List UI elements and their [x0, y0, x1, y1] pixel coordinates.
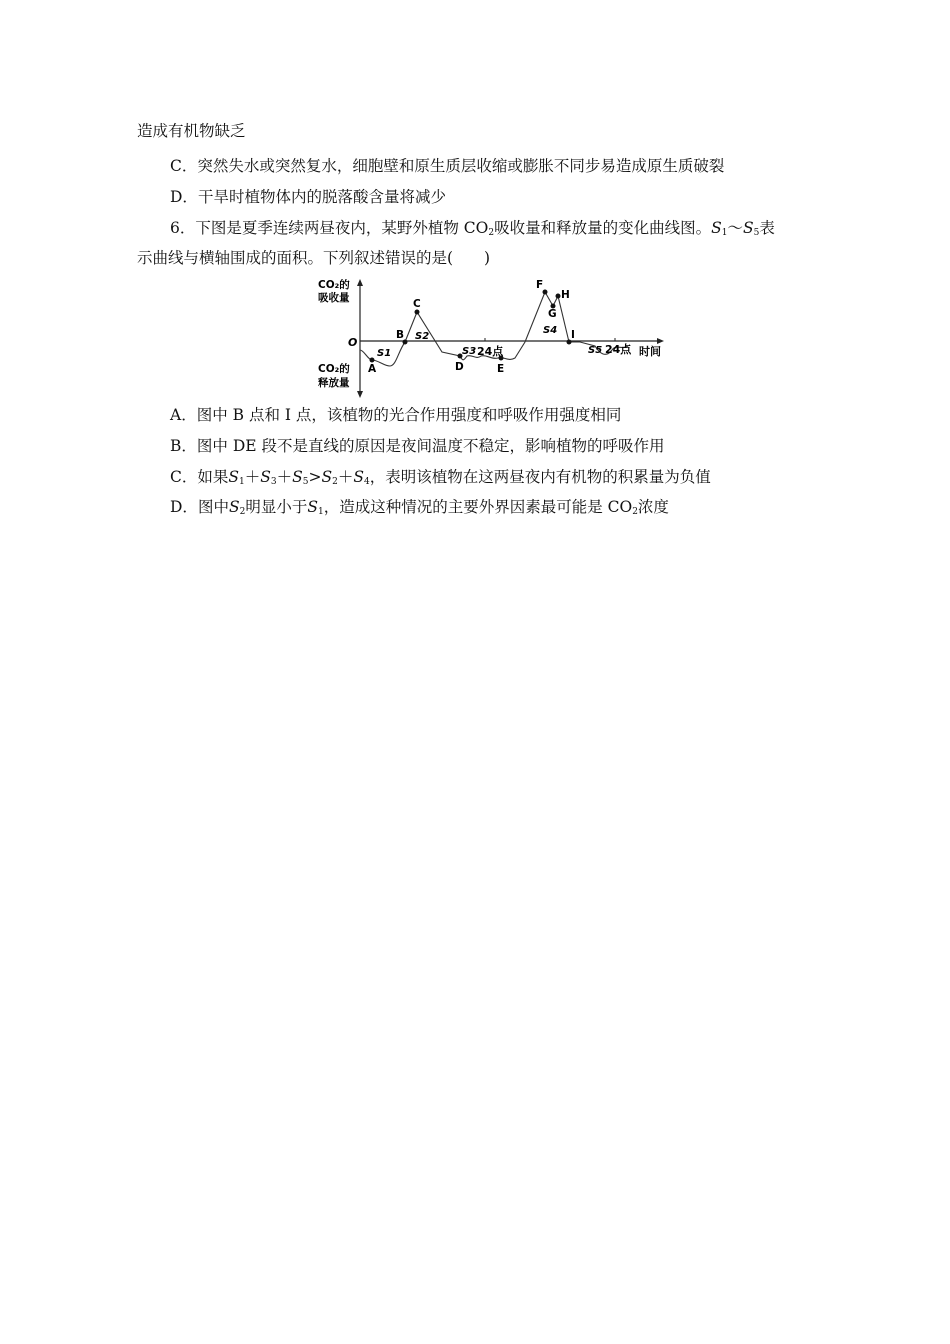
option-c: C．如果$S_1+S_3+S_5>S_2+S_4$，表明该植物在这两昼夜内有机物的积累量为负值: [170, 468, 711, 487]
y-label-bottom-1: CO₂的: [318, 363, 350, 375]
y-axis-arrow-icon: [357, 279, 363, 286]
option-a: [170, 405, 621, 425]
option-label: D．: [170, 498, 198, 516]
s5-symbol: S: [743, 219, 754, 237]
option-text: 明显小于: [245, 498, 308, 516]
option-text: 干旱时植物体内的脱落酸含量将减少: [197, 188, 446, 206]
option-text: 图中: [197, 498, 229, 516]
option-text: 图中 DE 段不是直线的原因是夜间温度不稳定，影响植物的呼吸作用: [196, 437, 665, 455]
x-axis-label: 时间: [639, 345, 661, 358]
point-f: [543, 290, 548, 295]
stem-text: 表: [759, 219, 775, 237]
option-label: D．: [170, 188, 198, 206]
option-text: 图中 B 点和 I 点，该植物的光合作用强度和呼吸作用强度相同: [196, 406, 622, 424]
previous-question-continuation: 造成有机物缺乏: [137, 122, 246, 140]
s1-symbol: S: [711, 219, 722, 237]
option-text: 浓度: [637, 498, 669, 516]
prev-option-c: [170, 156, 724, 176]
option-label: C．: [170, 468, 198, 486]
origin-label: O: [348, 336, 358, 349]
option-b: [170, 436, 665, 456]
option-text: 突然失水或突然复水，细胞壁和原生质层收缩或膨胀不同步易造成原生质破裂: [197, 157, 725, 175]
label-h: H: [561, 289, 570, 301]
question-number: 6．: [170, 219, 196, 237]
label-d: D: [455, 361, 464, 373]
label-s2: S2: [415, 331, 430, 342]
question-6-stem-line1: 6．下图是夏季连续两昼夜内，某野外植物 $CO_2$吸收量和释放量的变化曲线图。$S_1\sim S_5$表: [170, 219, 775, 238]
tick-label-24-first: 24点: [477, 345, 504, 358]
label-g: G: [548, 308, 557, 320]
option-text: ，表明该植物在这两昼夜内有机物的积累量为负值: [369, 468, 711, 486]
question-6-stem-line2: 示曲线与横轴围成的面积。下列叙述错误的是( ): [137, 249, 491, 267]
label-s4: S4: [543, 325, 558, 336]
y-label-top-2: 吸收量: [318, 292, 350, 304]
option-text: ，造成这种情况的主要外界因素最可能是 CO: [323, 498, 633, 516]
label-s1: S1: [377, 348, 392, 359]
option-label: C．: [170, 157, 198, 175]
x-axis-arrow-icon: [657, 338, 664, 344]
label-s3: S3: [462, 346, 477, 357]
option-label: A．: [170, 406, 197, 424]
co2-exchange-chart: [312, 276, 672, 398]
label-s5: S5: [588, 345, 603, 356]
point-c: [415, 310, 420, 315]
y-label-top-1: CO₂的: [318, 279, 350, 291]
stem-text: 下图是夏季连续两昼夜内，某野外植物 CO: [195, 219, 489, 237]
point-h: [556, 294, 561, 299]
label-b: B: [396, 329, 405, 341]
option-label: B．: [170, 437, 197, 455]
option-d: D．图中$S_2$明显小于$S_1$，造成这种情况的主要外界因素最可能是 $CO_2$浓度: [170, 498, 669, 517]
label-i: I: [571, 329, 575, 341]
label-c: C: [413, 298, 421, 310]
label-a: A: [368, 363, 377, 375]
tilde: ～: [727, 219, 743, 237]
stem-text: 吸收量和释放量的变化曲线图。: [494, 219, 712, 237]
prev-option-d: [170, 187, 446, 207]
y-label-bottom-2: 释放量: [318, 377, 350, 389]
y-axis-arrow-down-icon: [357, 391, 363, 398]
tick-label-24-second: 24点: [605, 343, 632, 356]
option-text: 如果: [197, 468, 229, 486]
label-e: E: [497, 363, 505, 375]
label-f: F: [536, 279, 544, 291]
point-a: [370, 358, 375, 363]
